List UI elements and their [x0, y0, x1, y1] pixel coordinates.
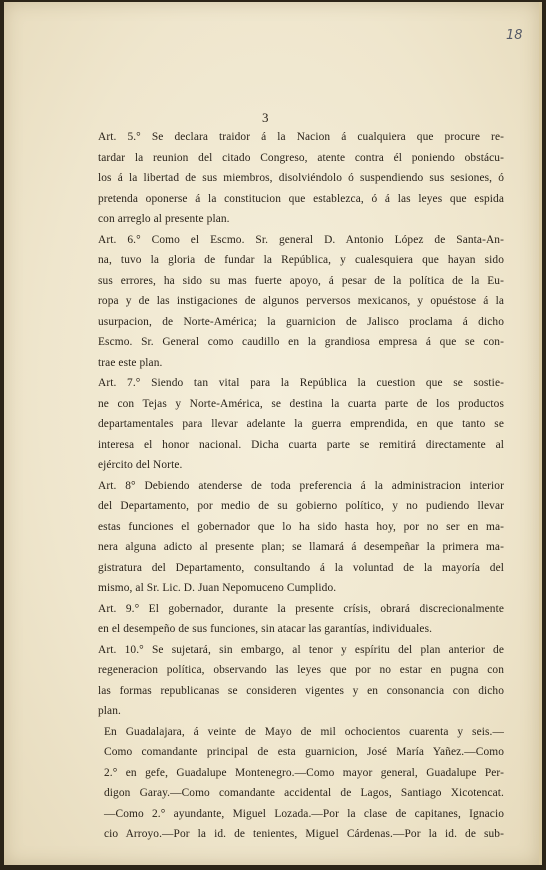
text-line: en el desempeño de sus funciones, sin atacar las garantías, individuales.: [98, 623, 433, 635]
text-line: En Guadalajara, á veinte de Mayo de mil ochocientos cuarenta y seis.—: [104, 725, 504, 738]
article-10: [86, 640, 504, 722]
text-line: los á la libertad de sus miembros, disolviéndolo ó suspendiendo sus sesiones, ó: [98, 172, 504, 184]
text-line: Art. 5.° Se declara traidor á la Nacion á cualquiera que procure re-: [98, 131, 504, 143]
text-line: digon Garay.—Como comandante accidental de Lagos, Santiago Xicotencat.: [104, 787, 504, 799]
text-line: nera alguna adicto al presente plan; se llamará á desempeñar la primera ma-: [98, 541, 504, 553]
text-line: Escmo. Sr. General como caudillo en la grandiosa empresa á que se con-: [98, 336, 504, 348]
text-line: usurpacion, de Norte-América; la guarnicion de Jalisco proclama á dicho: [98, 315, 504, 328]
text-line: plan.: [98, 705, 121, 717]
text-line: 2.° en gefe, Guadalupe Montenegro.—Como mayor general, Guadalupe Per-: [104, 766, 504, 779]
article-5: [86, 127, 504, 230]
text-line: —Como 2.° ayundante, Miguel Lozada.—Por la clase de capitanes, Ignacio: [104, 807, 504, 820]
document-page: [4, 2, 542, 865]
text-line: ne con Tejas y Norte-América, se destina la cuarta parte de los productos: [98, 397, 504, 410]
text-line: Art. 6.° Como el Escmo. Sr. general D. Antonio López de Santa-An-: [98, 233, 504, 246]
article-9: [86, 599, 504, 640]
text-line: ejército del Norte.: [98, 459, 183, 471]
text-line: Art. 9.° El gobernador, durante la presente crísis, obrará discrecionalmente: [98, 602, 504, 615]
text-line: del Departamento, por medio de su gobierno político, y no pudiendo llevar: [98, 500, 504, 512]
text-line: estas funciones el gobernador que lo ha sido hasta hoy, por no ser en ma-: [98, 520, 504, 533]
text-line: regeneracion política, observando las leyes que por no estar en pugna con: [98, 664, 504, 676]
text-line: las formas republicanas se consideren vigentes y en consonancia con dicho: [98, 684, 504, 697]
article-7: [86, 373, 504, 476]
text-line: ropa y de las instigaciones de algunos perversos mexicanos, y opuéstose á la: [98, 295, 504, 307]
text-line: Art. 7.° Siendo tan vital para la República la cuestion que se sostie-: [98, 377, 504, 389]
article-8: [86, 476, 504, 599]
text-line: na, tuvo la gloria de fundar la República, y cualesquiera que hayan sido: [98, 254, 504, 266]
text-line: departamentales para llevar adelante la guerra emprendida, en que tanto se: [98, 418, 504, 430]
text-line: gistratura del Departamento, consultando á la voluntad de la mayoría del: [98, 561, 504, 574]
text-line: Art. 10.° Se sujetará, sin embargo, al tenor y espíritu del plan anterior de: [98, 643, 504, 656]
text-line: mismo, al Sr. Lic. D. Juan Nepomuceno Cumplido.: [98, 582, 337, 594]
text-line: tardar la reunion del citado Congreso, atente contra él poniendo obstácu-: [98, 151, 504, 164]
article-6: [86, 230, 504, 374]
text-line: sus errores, ha sido su mas fuerte apoyo, á pesar de la política de la Eu-: [98, 274, 504, 287]
page-number: 3: [262, 110, 269, 125]
folio-number: 18: [506, 28, 523, 43]
signatures-block: [86, 722, 504, 845]
document-body: [86, 127, 504, 845]
text-line: trae este plan.: [98, 356, 163, 369]
text-line: Art. 8° Debiendo atenderse de toda preferencia á la administracion interior: [98, 479, 504, 492]
text-line: cio Arroyo.—Por la id. de tenientes, Miguel Cárdenas.—Por la id. de sub-: [104, 828, 504, 840]
text-line: pretenda oponerse á la constitucion que establezca, ó á las leyes que espida: [98, 192, 504, 205]
text-line: Como comandante principal de esta guarnicion, José María Yañez.—Como: [104, 746, 504, 758]
text-line: interesa el honor nacional. Dicha cuarta parte se remitirá directamente al: [98, 438, 504, 451]
text-line: con arreglo al presente plan.: [98, 213, 230, 225]
